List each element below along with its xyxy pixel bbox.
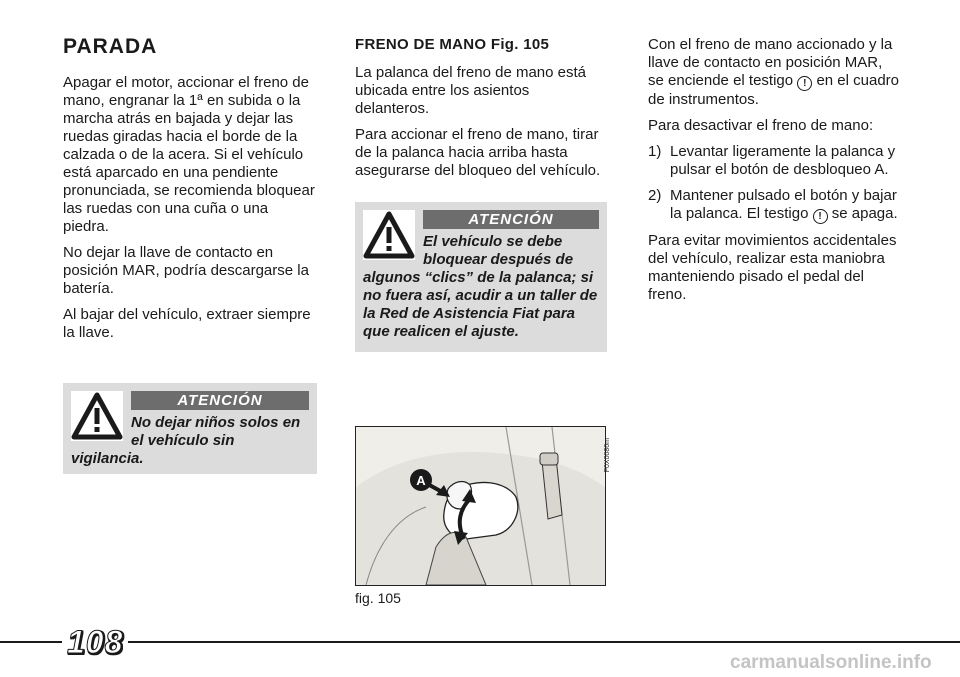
footer-rule-right xyxy=(128,641,960,643)
handbrake-illustration xyxy=(355,426,606,586)
warning-triangle-icon xyxy=(71,391,123,441)
section-title-parada: PARADA xyxy=(63,35,158,58)
column-freno-de-mano xyxy=(355,36,607,188)
warning-triangle-icon xyxy=(363,210,415,260)
handbrake-drawing xyxy=(356,427,605,585)
brake-warning-light-icon: ! xyxy=(797,76,812,91)
warning-text: No dejar niños solos en el vehículo sin vigilancia. xyxy=(71,414,301,467)
col3-paragraph-1: Con el freno de mano accionado y la llave de contacto en posición MAR, se enciende el testigo ! en el cuadro de instrumentos. xyxy=(648,36,900,108)
warning-header: ATENCIÓN xyxy=(131,391,309,410)
marker-a: A xyxy=(416,473,426,488)
watermark: carmanualsonline.info xyxy=(730,652,932,673)
parada-paragraph-2: No dejar la llave de contacto en posición MAR, podría descargarse la batería. xyxy=(63,244,309,297)
list-item: 1) Levantar ligeramente la palanca y pulsar el botón de desbloqueo A. xyxy=(648,143,896,178)
column-deactivation xyxy=(648,36,900,312)
col3-paragraph-2: Para desactivar el freno de mano: xyxy=(648,117,874,134)
warning-box-handbrake xyxy=(355,202,607,352)
steps-list xyxy=(648,143,900,224)
column-parada xyxy=(63,36,315,350)
warning-header: ATENCIÓN xyxy=(423,210,599,229)
footer-rule-left xyxy=(0,641,62,643)
warning-text: El vehículo se debe bloquear después de algunos “clics” de la palanca; si no fuera así, acudir a un taller de la Red de Asistencia Fiat para que realicen el ajuste. xyxy=(363,233,598,340)
parada-paragraph-1: Apagar el motor, accionar el freno de mano, engranar la 1ª en subida o la marcha atrás en bajada y dejar las ruedas giradas hacia el borde de la calzada o de la acera. Si el vehículo está aparcado en una pendiente pronunciada, se recomienda bloquear las ruedas con una cuña o una piedra. xyxy=(63,74,315,235)
freno-paragraph-2: Para accionar el freno de mano, tirar de la palanca hacia arriba hasta asegurarse del bloqueo del vehículo. xyxy=(355,126,601,179)
page-number: 108 xyxy=(67,624,124,660)
section-title-freno-de-mano: FRENO DE MANO Fig. 105 xyxy=(355,36,550,53)
figure-caption: fig. 105 xyxy=(355,590,401,606)
brake-warning-light-icon: ! xyxy=(813,209,828,224)
parada-paragraph-3: Al bajar del vehículo, extraer siempre la llave. xyxy=(63,306,311,341)
figure-code: F0X0086m xyxy=(604,438,611,473)
warning-box-children xyxy=(63,383,317,474)
freno-paragraph-1: La palanca del freno de mano está ubicada entre los asientos delanteros. xyxy=(355,64,586,117)
list-item: 2) Mantener pulsado el botón y bajar la palanca. El testigo ! se apaga. xyxy=(648,187,898,222)
col3-paragraph-3: Para evitar movimientos accidentales del vehículo, realizar esta maniobra manteniendo pisado el pedal del freno. xyxy=(648,232,897,303)
